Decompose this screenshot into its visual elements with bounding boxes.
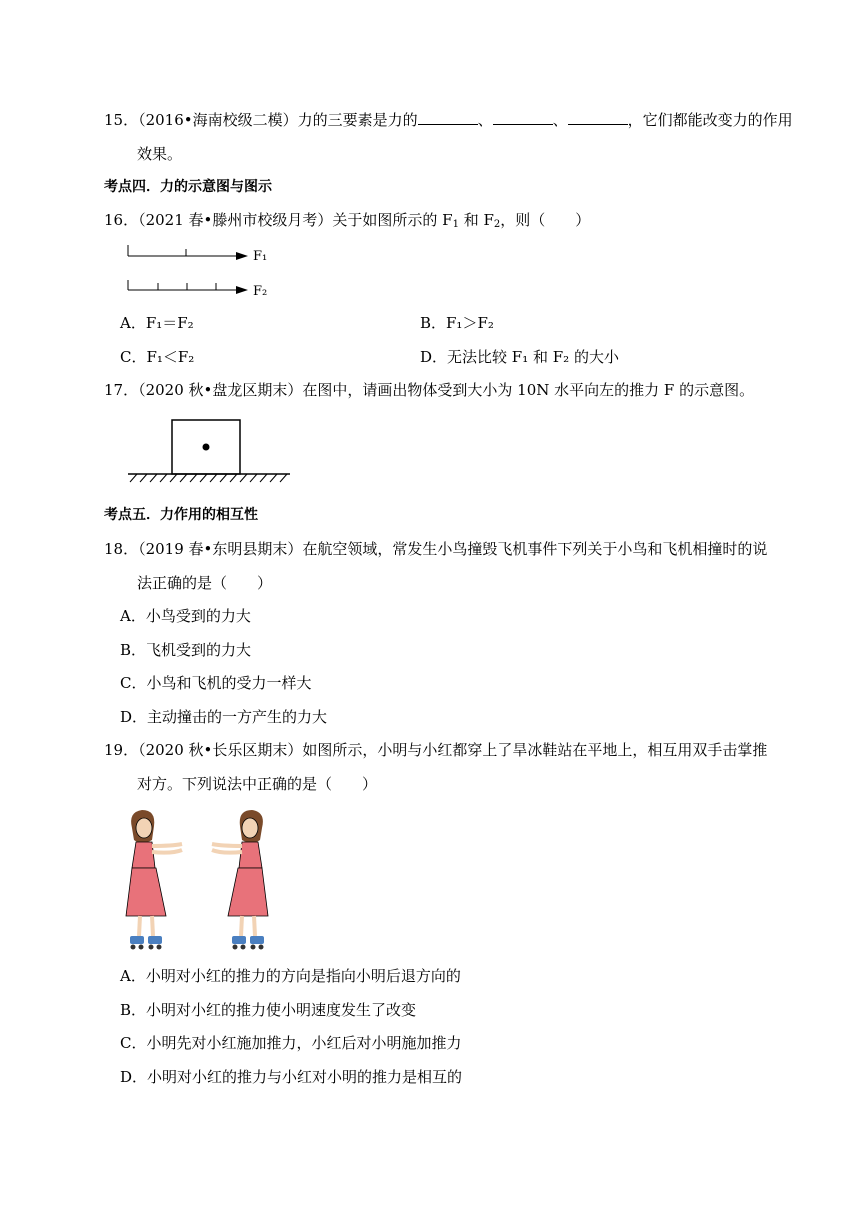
q19-option-c: C．小明先对小红施加推力，小红后对小明施加推力 bbox=[120, 1034, 462, 1052]
q19-line2: 对方。下列说法中正确的是（ ） bbox=[137, 775, 378, 793]
q16-sub-2: 2 bbox=[493, 219, 501, 230]
q17-stem: 17．（2020 秋•盘龙区期末）在图中，请画出物体受到大小为 10N 水平向左的推力 F 的示意图。 bbox=[104, 381, 755, 399]
q15-line1 bbox=[104, 110, 793, 130]
q15-blank-3 bbox=[568, 110, 628, 125]
q15-sep1: 、 bbox=[477, 111, 493, 129]
q16-stem-part-b: 和 F bbox=[458, 211, 494, 229]
q19-option-d: D．小明对小红的推力与小红对小明的推力是相互的 bbox=[120, 1068, 463, 1086]
center-dot bbox=[203, 444, 210, 451]
q16-sub-1: 1 bbox=[452, 219, 459, 230]
f2-arrowhead bbox=[236, 286, 248, 294]
q17-box-diagram bbox=[124, 414, 294, 486]
q18-option-a: A．小鸟受到的力大 bbox=[120, 607, 251, 625]
q19-option-a: A．小明对小红的推力的方向是指向小明后退方向的 bbox=[120, 967, 461, 985]
q18-option-b: B．飞机受到的力大 bbox=[120, 641, 252, 659]
q15-line2: 效果。 bbox=[137, 145, 183, 163]
q16-option-a: A．F₁＝F₂ bbox=[120, 314, 194, 332]
q16-stem bbox=[104, 210, 590, 235]
q16-stem-part-c: ，则（ ） bbox=[500, 211, 591, 229]
f2-label: F₂ bbox=[253, 284, 268, 299]
q18-line2: 法正确的是（ ） bbox=[137, 574, 273, 592]
f1-label: F₁ bbox=[253, 249, 268, 264]
left-skater bbox=[126, 810, 182, 950]
q15-suffix: ，它们都能改变力的作用 bbox=[627, 111, 793, 129]
f1-arrowhead bbox=[236, 252, 248, 260]
q16-force-diagram bbox=[120, 240, 290, 302]
q15-prefix: 15．（2016•海南校级二模）力的三要素是力的 bbox=[104, 111, 418, 129]
q15-blank-2 bbox=[493, 110, 553, 125]
q16-option-b: B．F₁＞F₂ bbox=[420, 314, 494, 332]
ground-hatch bbox=[130, 474, 287, 482]
q16-option-d: D．无法比较 F₁ 和 F₂ 的大小 bbox=[420, 348, 619, 366]
q19-line1: 19．（2020 秋•长乐区期末）如图所示，小明与小红都穿上了旱冰鞋站在平地上，相互用双手击掌推 bbox=[104, 741, 768, 759]
q18-option-d: D．主动撞击的一方产生的力大 bbox=[120, 708, 328, 726]
q19-option-b: B．小明对小红的推力使小明速度发生了改变 bbox=[120, 1001, 417, 1019]
q18-line1: 18．（2019 春•东明县期末）在航空领域，常发生小鸟撞毁飞机事件下列关于小鸟和飞机相撞时的说 bbox=[104, 540, 768, 558]
q16-option-c: C．F₁＜F₂ bbox=[120, 348, 195, 366]
q18-option-c: C．小鸟和飞机的受力一样大 bbox=[120, 674, 312, 692]
section-5-heading: 考点五．力作用的相互性 bbox=[104, 507, 258, 523]
q19-skaters-illustration bbox=[122, 806, 272, 954]
q16-stem-part-a: 16．（2021 春•滕州市校级月考）关于如图所示的 F bbox=[104, 211, 453, 229]
section-4-heading: 考点四．力的示意图与图示 bbox=[104, 179, 272, 195]
q15-sep2: 、 bbox=[552, 111, 568, 129]
q15-blank-1 bbox=[418, 110, 478, 125]
right-skater bbox=[212, 810, 268, 950]
